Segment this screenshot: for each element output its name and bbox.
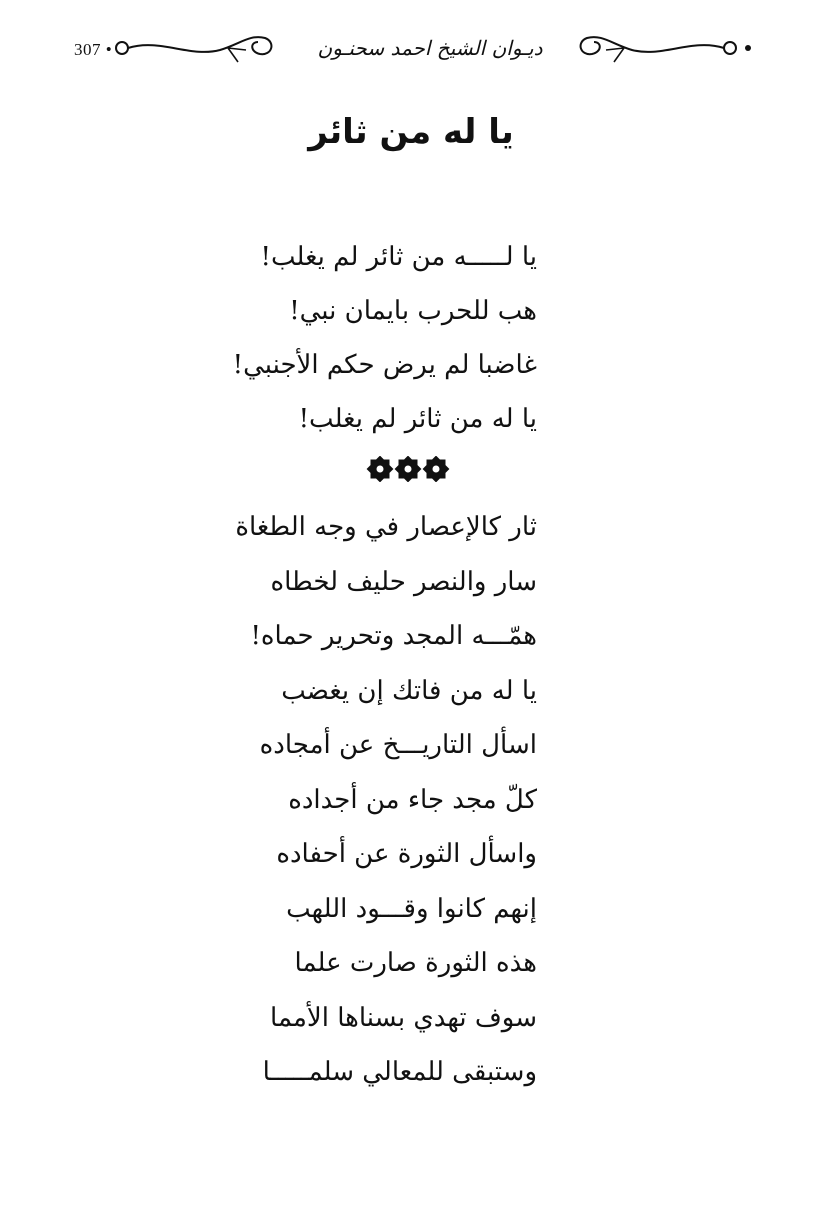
verse-line: هذه الثورة صارت علما [294, 948, 537, 978]
verse-line: هب للحرب بايمان نبي! [289, 296, 537, 326]
verse-line: واسأل الثورة عن أحفاده [276, 839, 537, 869]
verse-line: همّـــه المجد وتحرير حماه! [250, 621, 537, 651]
stanza-2 [237, 500, 537, 1100]
verse-line: اسأل التاريـــخ عن أمجاده [259, 730, 537, 760]
verse-line: يا له من فاتك إن يغضب [281, 675, 537, 706]
verse-line: وستبقى للمعالي سلمـــــا [262, 1057, 537, 1087]
scroll-flourish-right-icon [572, 28, 752, 68]
verse-line: يا له من ثائر لم يغلب! [298, 404, 537, 434]
verse-line: إنهم كانوا وقـــود اللهب [286, 893, 537, 924]
three-star-separator-icon [366, 456, 450, 482]
page-number: 307 • [74, 40, 113, 59]
verse-line: سوف تهدي بسناها الأمما [270, 1002, 537, 1033]
verse-line: يا لـــــه من ثائر لم يغلب! [260, 242, 537, 272]
verse-line: سار والنصر حليف لخطاه [270, 566, 537, 597]
poem-title: يا له من ثائر [308, 112, 514, 152]
page-header [0, 20, 822, 70]
stanza-1 [232, 230, 537, 446]
running-title: ديـوان الشيخ احمد سحنـون [317, 36, 543, 60]
verse-line: ثار كالإعصار في وجه الطغاة [235, 512, 537, 542]
scroll-flourish-left-icon [100, 28, 280, 68]
verse-line: كلّ مجد جاء من أجداده [288, 784, 537, 815]
verse-line: غاضبا لم يرض حكم الأجنبي! [232, 350, 537, 380]
